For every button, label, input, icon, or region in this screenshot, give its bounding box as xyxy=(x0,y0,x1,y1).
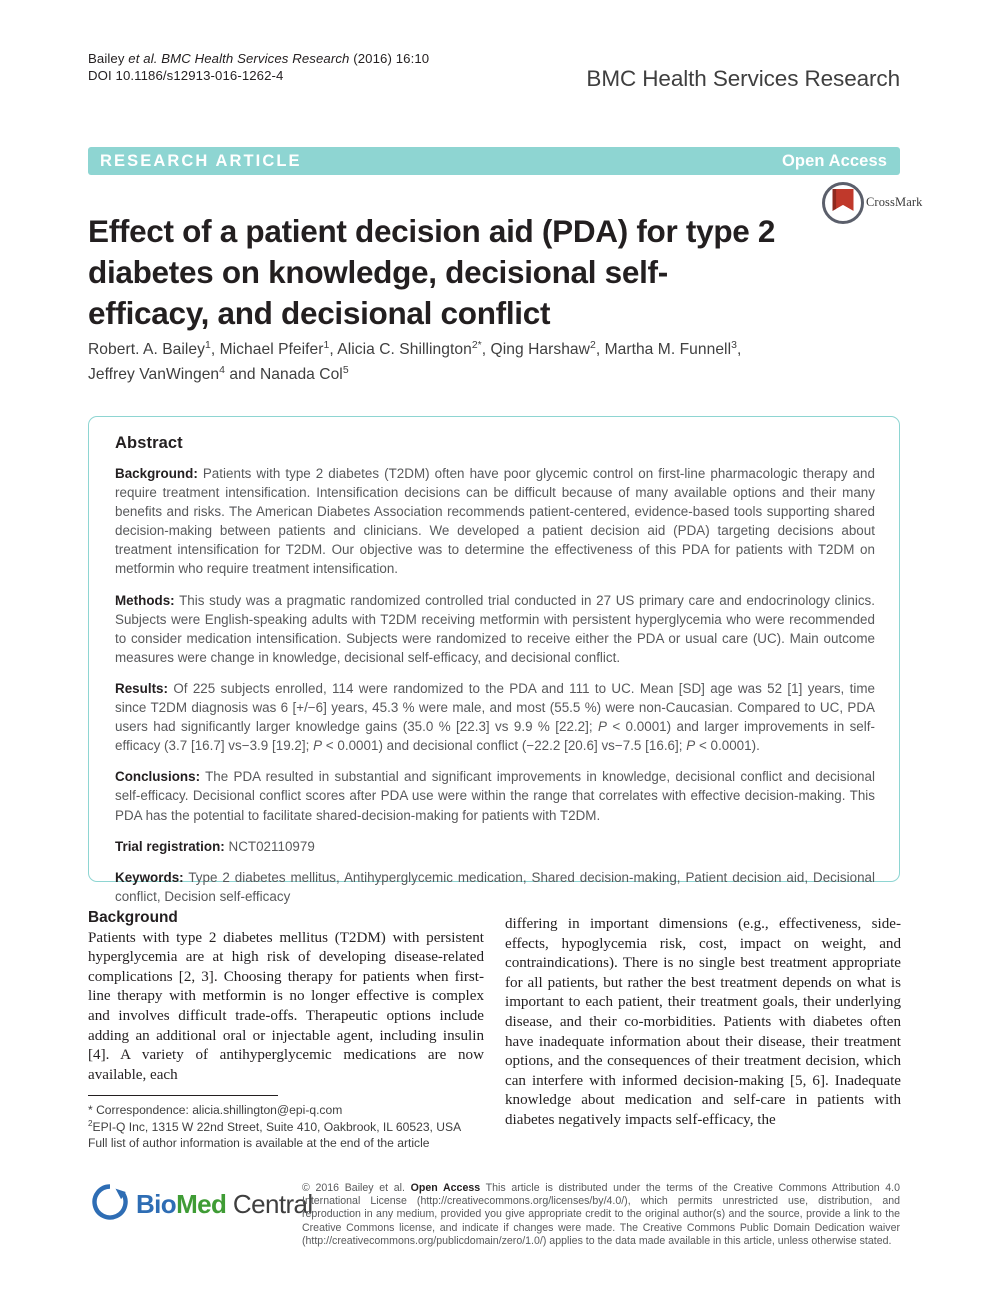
abstract-methods-label: Methods: xyxy=(115,592,175,608)
background-paragraph-left: Patients with type 2 diabetes mellitus (T2DM) with persistent hyperglycemia are at high risk of developing disease-related complications [2, 3]. Choosing therapy for patients when first-line therapy with metformin is no longer effective is complex and involves difficult trade-offs. Therapeutic options include adding an additional oral or injectable agent, including insulin [4]. A variety of antihyperglycemic medications are now available, each xyxy=(88,929,484,1083)
abstract-conclusions-text: The PDA resulted in substantial and significant improvements in knowledge, decisional conflict and decisional self-efficacy. Decisional conflict scores after PDA use were within the range that correlates with effective decision-making. This PDA has the potential to facilitate shared-decision-making for patients with T2DM. xyxy=(115,769,875,823)
runhead-journal-italic: et al. BMC Health Services Research xyxy=(128,51,350,66)
runhead-author: Bailey xyxy=(88,51,129,66)
keywords-value: Type 2 diabetes mellitus, Antihyperglycemic medication, Shared decision-making, Patient decision aid, Decisional conflict, Decision self-efficacy xyxy=(115,869,875,904)
affiliation-marker: 2 xyxy=(88,1118,93,1128)
copyright-open-access: Open Access xyxy=(410,1182,481,1194)
logo-med: Med xyxy=(176,1189,227,1219)
footnote-divider xyxy=(88,1095,278,1096)
abstract-results-p-1: P xyxy=(597,719,607,735)
article-type-banner xyxy=(88,147,900,175)
open-access-label[interactable]: Open Access xyxy=(781,152,887,170)
author-affiliation-marker: 1 xyxy=(205,339,211,351)
running-head xyxy=(88,50,429,84)
correspondence-email[interactable]: * Correspondence: alicia.shillington@epi-q.com xyxy=(88,1103,343,1117)
body-column-left xyxy=(88,908,484,1085)
copyright-notice xyxy=(302,1182,900,1248)
journal-title: BMC Health Services Research xyxy=(586,66,900,91)
logo-bio: Bio xyxy=(136,1189,177,1219)
running-head-line1 xyxy=(88,50,429,67)
author-affiliation-marker: 3 xyxy=(731,339,737,351)
body-column-right xyxy=(505,915,901,1131)
abstract-conclusions xyxy=(115,767,875,824)
correspondence-affiliation xyxy=(88,1119,488,1136)
background-paragraph-right: differing in important dimensions (e.g., effectiveness, side-effects, hypoglycemia risk, cost, impact on weight, and contraindications). There is no single best treatment appropriate for all patients, but rather the best treatment depends on what is important to each patient, their treatment goals, their underlying disease, and their co-morbidities. Patients with diabetes often have inadequate information about their disease, their treatment options, and the consequences of their treatment decision, which can interfere with informed decision-making [5, 6]. Inadequate knowledge about medication and self-care in patients with diabetes negatively impacts self-efficacy, the xyxy=(505,916,901,1128)
abstract-heading: Abstract xyxy=(115,434,183,452)
abstract-results-text-2: < 0.0001) and larger improvements in self-efficacy (3.7 [16.7] vs−3.9 [19.2]; xyxy=(115,719,875,754)
logo-central: Central xyxy=(226,1189,313,1219)
abstract-methods-text: This study was a pragmatic randomized controlled trial conducted in 27 US primary care and endocrinology clinics. Subjects were English-speaking adults with T2DM receiving metformin with persistent hyperglycemia who were recommended to consider medication intensification. Subjects were randomized to receive either the PDA or usual care (UC). Main outcome measures were change in knowledge, decisional self-efficacy, and decisional conflict. xyxy=(115,592,875,665)
biomed-central-wordmark xyxy=(136,1189,313,1220)
crossmark-label: CrossMark xyxy=(866,195,923,209)
author-info-note: Full list of author information is available at the end of the article xyxy=(88,1136,430,1151)
biomed-central-logo xyxy=(92,1180,313,1224)
doi-line: DOI 10.1186/s12913-016-1262-4 xyxy=(88,68,284,83)
section-heading-background: Background xyxy=(88,909,178,926)
page-title: Effect of a patient decision aid (PDA) for type 2 diabetes on knowledge, decisional self-efficacy, and decisional conflict xyxy=(88,213,776,332)
correspondence-block xyxy=(88,1102,488,1152)
author-affiliation-marker: 2* xyxy=(471,339,482,351)
copyright-post: This article is distributed under the terms of the Creative Commons Attribution 4.0 International License (http://creativecommons.org/licenses/by/4.0/), which permits unrestricted use, distribution, and reproduction in any medium, provided you give appropriate credit to the original author(s) and the source, provide a link to the Creative Commons license, and indicate if changes were made. The Creative Commons Public Domain Dedication waiver (http://creativecommons.org/publicdomain/zero/1.0/) applies to the data made available in this article, unless otherwise stated. xyxy=(302,1182,901,1247)
abstract-methods xyxy=(115,591,875,667)
abstract-results-label: Results: xyxy=(115,680,168,696)
affiliation-text: EPI-Q Inc, 1315 W 22nd Street, Suite 410, Oakbrook, IL 60523, USA xyxy=(92,1119,462,1134)
author-affiliation-marker: 5 xyxy=(342,364,349,376)
abstract-results-text-4: < 0.0001). xyxy=(695,738,760,754)
article-type-label: RESEARCH ARTICLE xyxy=(100,152,302,170)
copyright-pre: © 2016 Bailey et al. xyxy=(302,1182,411,1194)
author-affiliation-marker: 4 xyxy=(219,364,226,376)
crossmark-icon xyxy=(822,182,864,224)
author-affiliation-marker: 1 xyxy=(323,339,330,351)
abstract-results-p-3: P xyxy=(686,738,696,754)
biomed-ring-icon xyxy=(92,1184,128,1220)
crossmark-badge[interactable] xyxy=(822,182,923,224)
authors-line-1: Robert. A. Bailey$^1$, Michael Pfeifer$^1$, Alicia C. Shillington$^{2*}$, Qing Harshaw$^2$, Martha M. Funnell$^3$, xyxy=(88,339,742,358)
abstract-results-text-3: < 0.0001) and decisional conflict (−22.2 [20.6] vs−7.5 [16.6]; xyxy=(322,738,687,754)
abstract-results xyxy=(115,679,875,755)
abstract-trial-registration xyxy=(115,837,875,856)
abstract-background xyxy=(115,464,875,579)
trial-registration-value: NCT02110979 xyxy=(224,838,315,854)
keywords-label: Keywords: xyxy=(115,869,184,885)
abstract-results-text-1: Of 225 subjects enrolled, 114 were randomized to the PDA and 111 to UC. Mean [SD] age was 52 [1] years, time since T2DM diagnosis was 6 [+/−6] years, 45.3 % were male, and most (55.5 %) were non-Caucasian. Compared to UC, PDA users had significantly larger knowledge gains (35.0 % [22.3] vs 9.9 % [22.2]; xyxy=(115,680,875,735)
runhead-volume: (2016) 16:10 xyxy=(349,51,430,66)
abstract-results-p-2: P xyxy=(313,738,323,754)
authors-line-2: Jeffrey VanWingen$^4$ and Nanada Col$^5$ xyxy=(88,364,349,383)
author-affiliation-marker: 2 xyxy=(589,339,596,351)
abstract-keywords xyxy=(115,868,875,906)
abstract-background-text: Patients with type 2 diabetes (T2DM) often have poor glycemic control on first-line pharmacologic therapy and require treatment intensification. Intensification decisions can be difficult because of many available options and their many benefits and risks. The American Diabetes Association recommends patient-centered, evidence-based tools supporting shared decision-making between patients and clinicians. We developed a patient decision aid (PDA) targeting decisions about treatment intensification for T2DM. Our objective was to determine the effectiveness of this PDA for patients with T2DM on metformin who require treatment intensification. xyxy=(115,466,875,577)
abstract-background-label: Background: xyxy=(115,466,198,481)
trial-registration-label: Trial registration: xyxy=(115,838,225,854)
abstract-box xyxy=(88,416,900,904)
abstract-conclusions-label: Conclusions: xyxy=(115,769,201,785)
author-list xyxy=(88,337,900,387)
